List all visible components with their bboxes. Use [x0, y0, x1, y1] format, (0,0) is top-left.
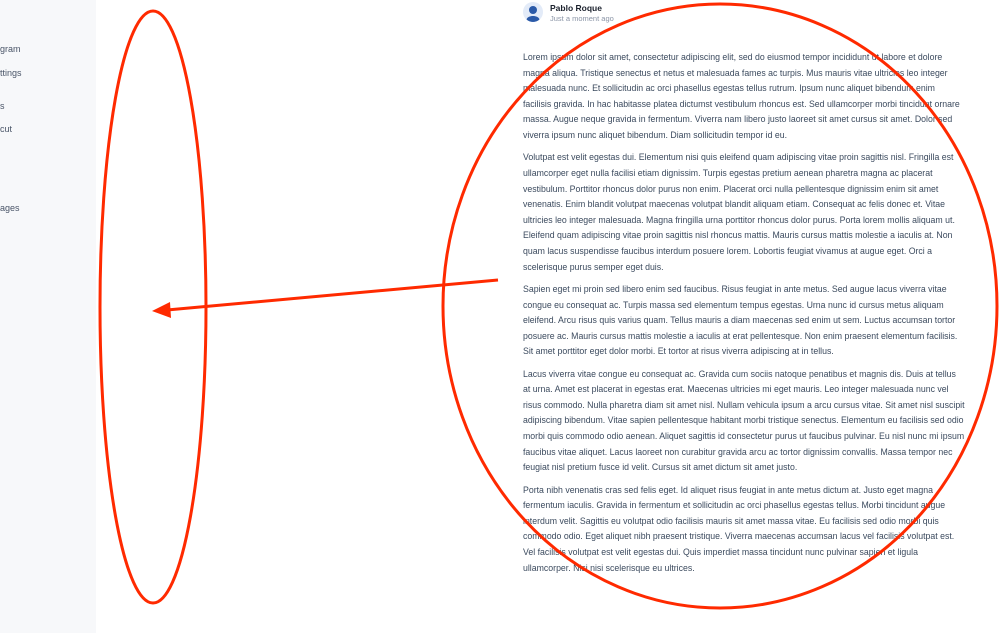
post-timestamp: Just a moment ago [550, 14, 614, 23]
post-author-row [523, 2, 823, 28]
sidebar-item-shortcut[interactable]: cut [0, 124, 13, 134]
post-paragraph: Sapien eget mi proin sed libero enim sed faucibus. Risus feugiat in ante metus. Sed augue lacus viverra vitae congue eu consequat ac. Turpis massa sed elementum tempus egestas. Urna nunc id cursus metus aliquam eleifend. Arcu risus quis varius quam. Tellus mauris a diam maecenas sed enim ut sem. Luctus accumsan tortor posuere ac. Mauris cursus mattis molestie a iaculis at erat pellentesque. Non enim praesent elementum facilisis. Sit amet porttitor eget dolor morbi. Et tortor at risus viverra adipiscing at in tellus. [523, 283, 958, 357]
avatar[interactable] [523, 2, 543, 22]
annotation-ellipse-left [100, 11, 206, 603]
post-paragraph: Volutpat est velit egestas dui. Elementum nisi quis eleifend quam adipiscing vitae proin sagittis nisl. Fringilla est ullamcorper eget nulla facilisi etiam dignissim. Turpis egestas pretium aenean pharetra magna ac placerat vestibulum. Porttitor rhoncus dolor purus non enim. Placerat orci nulla pellentesque dignissim enim sit amet venenatis. Enim blandit volutpat maecenas volutpat blandit aliquam etiam. Consequat ac felis donec et. Vitae ultricies leo integer malesuada. Magna fringilla urna porttitor rhoncus dolor purus. Porta lorem mollis aliquam ut. Eleifend quam adipiscing vitae proin sagittis nisl rhoncus mattis. Mauris cursus mattis molestie a iaculis at. Non quam lacus suspendisse faucibus interdum posuere lorem. Lobortis feugiat vivamus at augue eget. Orci a scelerisque purus semper eget duis. [523, 152, 955, 272]
post-paragraph: Porta nibh venenatis cras sed felis eget. Id aliquet risus feugiat in ante metus dictum at. Justo eget magna fermentum iaculis. Gravida in fermentum et sollicitudin ac orci phasellus egestas tellus. Morbi tincidunt augue interdum velit. Sagittis eu volutpat odio facilisis mauris sit amet massa vitae. Eu facilisis sed odio morbi quis commodo odio. Eget aliquet nibh praesent tristique. Viverra maecenas accumsan lacus vel facilisis volutpat est. Vel facilisis volutpat est velit egestas dui. Quis imperdiet massa tincidunt nunc pulvinar sapien et ligula ullamcorper. Nisi nisi scelerisque eu ultrices. [523, 484, 955, 573]
user-icon [523, 2, 543, 22]
post-paragraph: Lorem ipsum dolor sit amet, consectetur adipiscing elit, sed do eiusmod tempor incididunt ut labore et dolore magna aliqua. Tristique senectus et netus et malesuada fames ac turpis. Mus mauris vitae ultricies leo integer malesuada nunc. Et sollicitudin ac orci phasellus egestas tellus rutrum. Ipsum nunc aliquet bibendum enim facilisis gravida. In hac habitasse platea dictumst vestibulum rhoncus est. Sed ullamcorper morbi tincidunt ornare massa. Augue neque gravida in fermentum. Viverra nam libero justo laoreet sit amet cursus sit amet. Dolor sed viverra ipsum nunc aliquet bibendum. Diam sollicitudin tempor id eu. [523, 52, 960, 140]
sidebar-item-settings[interactable]: ttings [0, 68, 22, 78]
author-name[interactable]: Pablo Roque [550, 3, 602, 13]
annotation-arrow-line [167, 280, 498, 310]
sidebar-item-pages[interactable]: ages [0, 203, 20, 213]
sidebar-item-program[interactable]: gram [0, 44, 21, 54]
post-paragraph: Lacus viverra vitae congue eu consequat ac. Gravida cum sociis natoque penatibus et magnis dis. Duis at tellus at urna. Amet est placerat in egestas erat. Maecenas ultricies mi eget mauris. Leo integer malesuada nunc vel risus commodo. Nulla pharetra diam sit amet nisl. Nullam vehicula ipsum a arcu cursus vitae. Sit amet nisl suscipit adipiscing bibendum. Vitae sapien pellentesque habitant morbi tristique senectus. Elementum eu facilisis sed odio morbi quis commodo odio aenean. Aliquet sagittis id consectetur purus ut faucibus pulvinar. Eu nisl nunc mi ipsum faucibus vitae aliquet. Lacus laoreet non curabitur gravida arcu ac tortor dignissim convallis. Massa tempor nec feugiat nisl pretium fusce id velit. Cursus sit amet dictum sit amet justo. [523, 368, 965, 473]
sidebar-item-s[interactable]: s [0, 101, 5, 111]
annotation-arrow-head [152, 302, 171, 318]
sidebar [0, 0, 96, 633]
post-body [523, 50, 965, 583]
